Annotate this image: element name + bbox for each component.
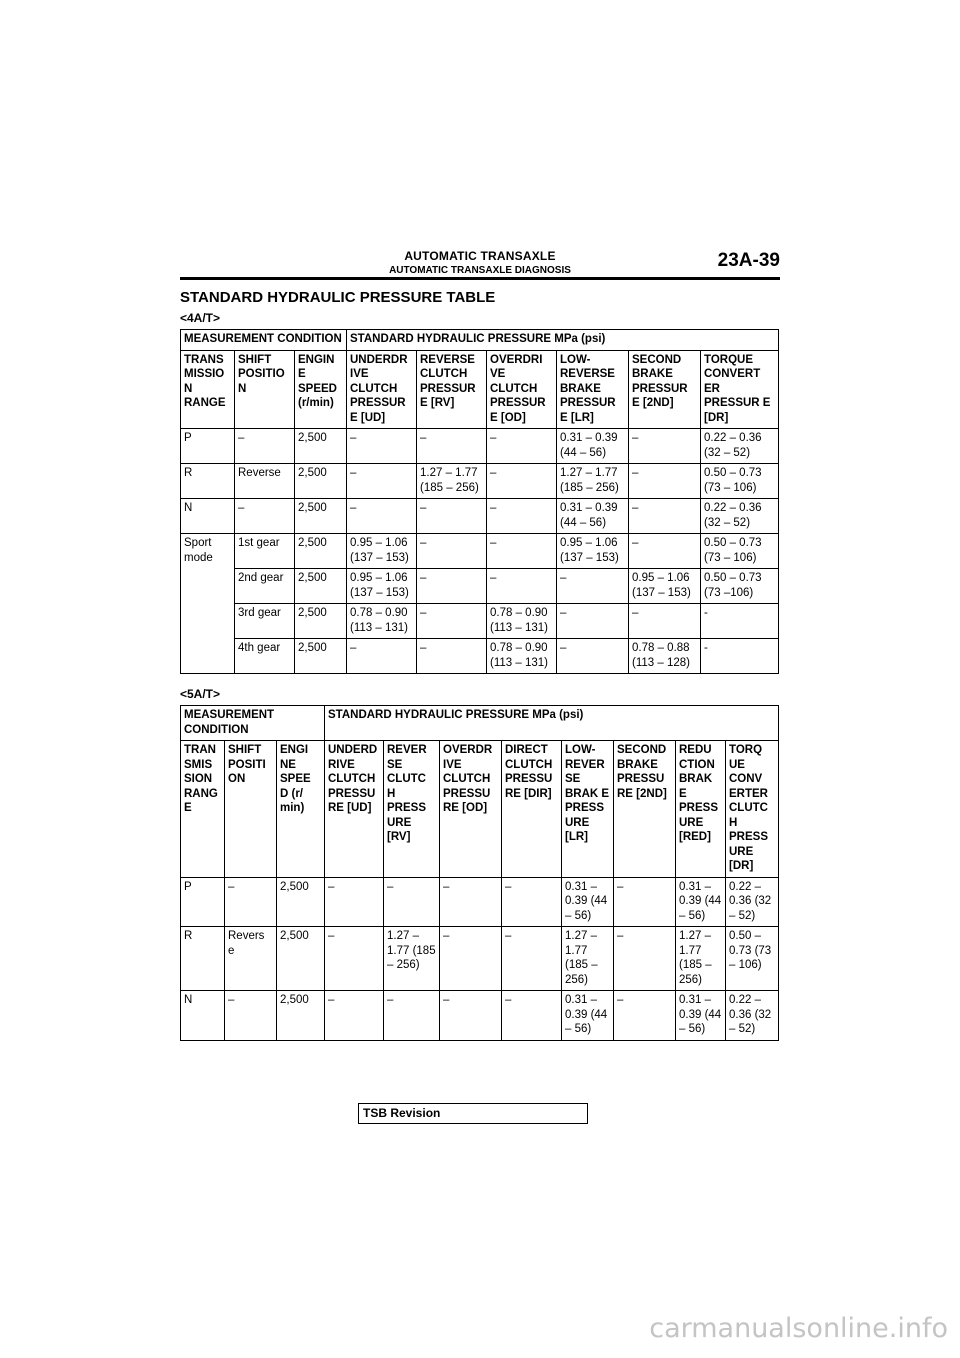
table-row <box>181 604 779 639</box>
table-cell: 0.50 – 0.73 (73 –106) <box>701 569 779 604</box>
table-cell: 2,500 <box>295 499 347 534</box>
table-row <box>181 927 779 991</box>
table-cell: – <box>614 927 676 991</box>
table-cell: – <box>347 464 417 499</box>
table-cell: 2,500 <box>295 639 347 674</box>
pressure-table-4at <box>180 329 779 674</box>
table-cell: 2,500 <box>295 569 347 604</box>
column-header: ENGIN E SPEED (r/min) <box>295 350 347 429</box>
table-cell: 0.95 – 1.06 (137 – 153) <box>347 534 417 569</box>
column-header: REDU CTION BRAK E PRESS URE [RED] <box>676 741 726 878</box>
table-cell: 4th gear <box>235 639 295 674</box>
table-cell: 2,500 <box>295 464 347 499</box>
table-cell: 2,500 <box>295 534 347 569</box>
column-header: SECOND BRAKE PRESSU RE [2ND] <box>614 741 676 878</box>
table-cell: 0.31 – 0.39 (44 – 56) <box>562 991 614 1041</box>
table-cell: – <box>225 991 277 1041</box>
table-cell: R <box>181 927 225 991</box>
table-cell: – <box>557 639 629 674</box>
table-cell: - <box>701 604 779 639</box>
table-cell: 0.78 – 0.90 (113 – 131) <box>487 639 557 674</box>
table-cell: N <box>181 991 225 1041</box>
table-cell: 0.95 – 1.06 (137 – 153) <box>347 569 417 604</box>
table-cell: 2,500 <box>277 877 325 927</box>
table-cell: 1.27 – 1.77 (185 – 256) <box>562 927 614 991</box>
table-cell: 0.31 – 0.39 (44 – 56) <box>562 877 614 927</box>
table-cell: – <box>417 429 487 464</box>
watermark: carmanualsonline.info <box>649 1313 948 1344</box>
table-cell: 0.95 – 1.06 (137 – 153) <box>629 569 701 604</box>
table-cell: 0.50 – 0.73 (73 – 106) <box>726 927 779 991</box>
section-title: STANDARD HYDRAULIC PRESSURE TABLE <box>180 289 496 306</box>
table-cell: Reverse <box>235 464 295 499</box>
table-cell: – <box>629 429 701 464</box>
table-row <box>181 569 779 604</box>
column-header: UNDERD RIVE CLUTCH PRESSU RE [UD] <box>325 741 384 878</box>
table-cell: 0.78 – 0.90 (113 – 131) <box>347 604 417 639</box>
table-cell: – <box>487 569 557 604</box>
column-header: TRAN SMIS SION RANG E <box>181 741 225 878</box>
table-cell: – <box>487 429 557 464</box>
table-cell: – <box>487 499 557 534</box>
column-header: SHIFT POSITIO N <box>235 350 295 429</box>
table-cell: N <box>181 499 235 534</box>
table-cell: – <box>235 429 295 464</box>
table-cell: – <box>417 499 487 534</box>
column-header: TORQ UE CONV ERTER CLUTC H PRESS URE [DR] <box>726 741 779 878</box>
table-cell: – <box>325 927 384 991</box>
table-cell: 2,500 <box>295 604 347 639</box>
table-cell: Revers e <box>225 927 277 991</box>
table-cell: – <box>347 499 417 534</box>
table-cell: – <box>502 927 562 991</box>
table-cell: 0.22 – 0.36 (32 – 52) <box>726 877 779 927</box>
table-cell: 1.27 – 1.77 (185 – 256) <box>384 927 440 991</box>
column-header: REVERSE CLUTCH PRESSUR E [RV] <box>417 350 487 429</box>
table-cell: – <box>235 499 295 534</box>
table-cell: 0.22 – 0.36 (32 – 52) <box>726 991 779 1041</box>
variant-label-4at: <4A/T> <box>180 311 221 325</box>
table-cell: P <box>181 429 235 464</box>
manual-chapter-title: AUTOMATIC TRANSAXLE <box>404 249 556 263</box>
table-header-row <box>181 706 779 741</box>
table-cell: – <box>325 991 384 1041</box>
page-number: 23A-39 <box>717 250 780 271</box>
column-header: SHIFT POSITI ON <box>225 741 277 878</box>
column-header: OVERDR IVE CLUTCH PRESSU RE [OD] <box>440 741 502 878</box>
column-header-row <box>181 741 779 878</box>
table-row <box>181 464 779 499</box>
column-header: ENGI NE SPEE D (r/ min) <box>277 741 325 878</box>
column-header: DIRECT CLUTCH PRESSU RE [DIR] <box>502 741 562 878</box>
pressure-header: STANDARD HYDRAULIC PRESSURE MPa (psi) <box>347 330 779 351</box>
table-row <box>181 991 779 1041</box>
pressure-table-5at <box>180 705 779 1041</box>
table-row <box>181 534 779 569</box>
measurement-condition-header: MEASUREMENT CONDITION <box>181 706 325 741</box>
measurement-condition-header: MEASUREMENT CONDITION <box>181 330 347 351</box>
table-cell: 0.95 – 1.06 (137 – 153) <box>557 534 629 569</box>
table-cell: – <box>417 639 487 674</box>
table-row <box>181 639 779 674</box>
table-cell: 0.78 – 0.90 (113 – 131) <box>487 604 557 639</box>
table-header-row <box>181 330 779 351</box>
table-cell: – <box>629 534 701 569</box>
table-cell: – <box>384 877 440 927</box>
table-cell: – <box>440 877 502 927</box>
column-header-row <box>181 350 779 429</box>
table-cell: 1st gear <box>235 534 295 569</box>
table-cell: – <box>440 991 502 1041</box>
table-cell: – <box>614 991 676 1041</box>
column-header: REVER SE CLUTC H PRESS URE [RV] <box>384 741 440 878</box>
table-cell: – <box>417 534 487 569</box>
table-cell: – <box>487 464 557 499</box>
table-cell: – <box>347 639 417 674</box>
table-row <box>181 429 779 464</box>
table-row <box>181 499 779 534</box>
table-cell: - <box>701 639 779 674</box>
header-divider <box>180 277 780 280</box>
column-header: LOW-REVER SE BRAK E PRESS URE [LR] <box>562 741 614 878</box>
table-cell: – <box>629 499 701 534</box>
table-cell: – <box>440 927 502 991</box>
table-cell: R <box>181 464 235 499</box>
table-cell: – <box>557 604 629 639</box>
table-cell: 0.50 – 0.73 (73 – 106) <box>701 534 779 569</box>
table-cell: 3rd gear <box>235 604 295 639</box>
table-cell: 2,500 <box>277 991 325 1041</box>
table-cell: – <box>629 464 701 499</box>
table-cell: 1.27 – 1.77 (185 – 256) <box>676 927 726 991</box>
manual-section-subtitle: AUTOMATIC TRANSAXLE DIAGNOSIS <box>389 265 571 276</box>
table-cell: 0.31 – 0.39 (44 – 56) <box>676 877 726 927</box>
table-row <box>181 877 779 927</box>
column-header: UNDERDR IVE CLUTCH PRESSUR E [UD] <box>347 350 417 429</box>
table-cell: – <box>225 877 277 927</box>
column-header: TRANS MISSIO N RANGE <box>181 350 235 429</box>
table-cell: – <box>417 569 487 604</box>
table-cell: Sport mode <box>181 534 235 674</box>
table-cell: 0.31 – 0.39 (44 – 56) <box>557 499 629 534</box>
column-header: SECOND BRAKE PRESSUR E [2ND] <box>629 350 701 429</box>
table-cell: 1.27 – 1.77 (185 – 256) <box>417 464 487 499</box>
table-cell: 0.50 – 0.73 (73 – 106) <box>701 464 779 499</box>
tsb-revision-box: TSB Revision <box>358 1103 588 1124</box>
table-cell: 0.78 – 0.88 (113 – 128) <box>629 639 701 674</box>
column-header: LOW-REVERSE BRAKE PRESSUR E [LR] <box>557 350 629 429</box>
table-cell: – <box>502 877 562 927</box>
table-cell: – <box>325 877 384 927</box>
table-cell: – <box>614 877 676 927</box>
table-cell: 0.31 – 0.39 (44 – 56) <box>676 991 726 1041</box>
table-cell: 0.31 – 0.39 (44 – 56) <box>557 429 629 464</box>
table-cell: – <box>347 429 417 464</box>
table-cell: – <box>384 991 440 1041</box>
table-cell: P <box>181 877 225 927</box>
table-cell: – <box>502 991 562 1041</box>
table-cell: – <box>557 569 629 604</box>
table-cell: 2nd gear <box>235 569 295 604</box>
table-cell: – <box>629 604 701 639</box>
table-cell: 1.27 – 1.77 (185 – 256) <box>557 464 629 499</box>
table-cell: 0.22 – 0.36 (32 – 52) <box>701 499 779 534</box>
column-header: TORQUE CONVERT ER PRESSUR E [DR] <box>701 350 779 429</box>
table-cell: 2,500 <box>295 429 347 464</box>
pressure-header: STANDARD HYDRAULIC PRESSURE MPa (psi) <box>325 706 779 741</box>
column-header: OVERDRI VE CLUTCH PRESSUR E [OD] <box>487 350 557 429</box>
table-cell: 0.22 – 0.36 (32 – 52) <box>701 429 779 464</box>
table-cell: – <box>487 534 557 569</box>
table-cell: – <box>417 604 487 639</box>
variant-label-5at: <5A/T> <box>180 687 221 701</box>
table-cell: 2,500 <box>277 927 325 991</box>
